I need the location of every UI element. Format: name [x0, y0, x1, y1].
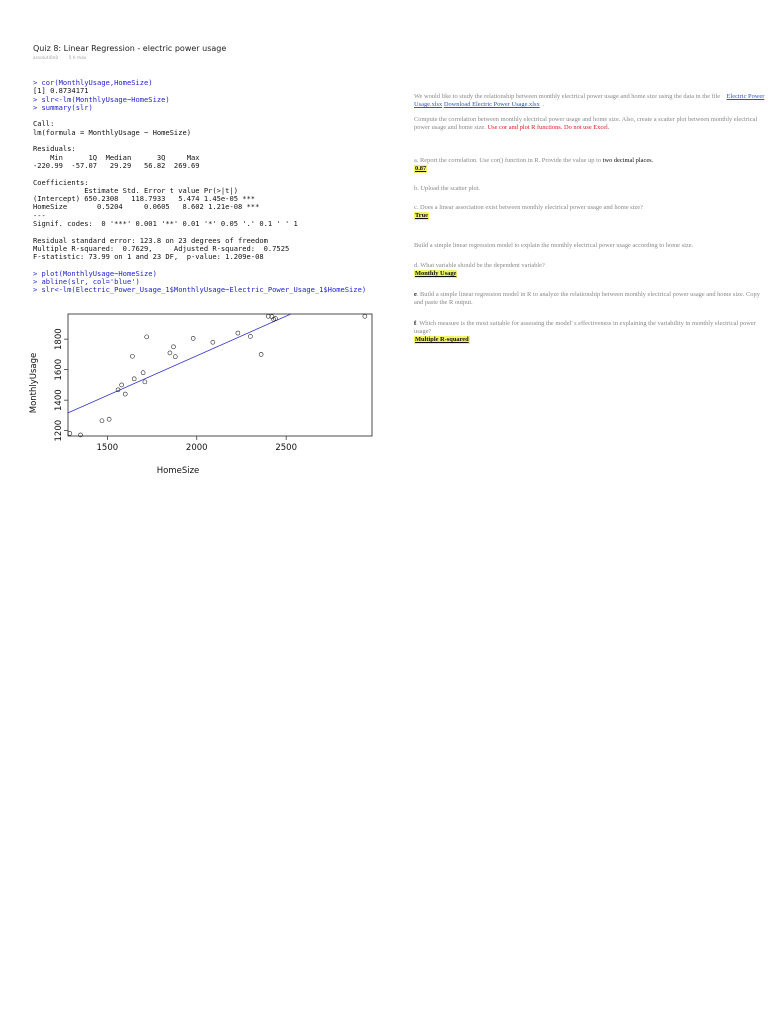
data-point	[120, 383, 124, 387]
console-command-line: > slr<-lm(MonthlyUsage~HomeSize)	[33, 94, 170, 104]
data-point	[211, 340, 215, 344]
console-output-line: [1] 0.8734171	[33, 86, 89, 96]
intro-text: We would like to study the relationship between monthly electrical power usage and home size using the data in the file	[414, 93, 721, 100]
console-output-line: Coefficients:	[33, 177, 89, 187]
console-command-line: > plot(MonthlyUsage~HomeSize)	[33, 268, 157, 278]
question-c	[414, 204, 766, 220]
question-c-text: c. Does a linear association exist between monthly electrical power usage and home size?	[414, 204, 643, 211]
question-a-emphasis: two decimal places.	[602, 157, 654, 164]
data-point	[143, 380, 147, 384]
data-point	[191, 336, 195, 340]
scatter-plot	[26, 310, 376, 480]
console-output-line	[33, 137, 388, 145]
console-output-line: lm(formula = MonthlyUsage ~ HomeSize)	[33, 127, 192, 137]
intro-paragraph	[414, 93, 766, 109]
file-link[interactable]: Electric Power Usage.xlsx	[414, 93, 765, 108]
console-command-line: > abline(slr, col='blue')	[33, 277, 140, 287]
question-f-text: . Which measure is the most suitable for assessing the model' s effectiveness in explaining the variability in monthly electrical power usage?	[414, 320, 756, 335]
data-point	[130, 354, 134, 358]
console-output-line: (Intercept) 650.2308 118.7933 5.474 1.45e-05 ***	[33, 194, 256, 204]
question-a	[414, 157, 766, 173]
question-e-label: e	[414, 291, 417, 298]
console-output-line: Estimate Std. Error t value Pr(>|t|)	[33, 185, 238, 195]
y-tick-label: 1400	[54, 389, 64, 411]
x-axis-label: HomeSize	[156, 466, 200, 476]
console-output-line	[33, 112, 388, 120]
answer-f: Multiple R-squared	[415, 336, 469, 343]
data-point	[132, 377, 136, 381]
data-point	[248, 334, 252, 338]
question-d	[414, 262, 766, 278]
build-instructions	[414, 242, 766, 250]
console-command-line: > summary(slr)	[33, 102, 93, 112]
console-output-line: Signif. codes: 0 '***' 0.001 '**' 0.01 '*' 0.05 '.' 0.1 ' ' 1	[33, 219, 298, 229]
plot-frame	[68, 314, 372, 436]
answer-c: True	[415, 212, 429, 219]
question-e-text: . Build a simple linear regression model in R to analyze the relationship between monthly electrical power usage and home size. Copy and paste the R output.	[414, 291, 760, 306]
data-point	[168, 351, 172, 355]
question-a-text: a. Report the correlation. Use cor() function in R. Provide the value up to	[414, 157, 602, 164]
data-point	[107, 417, 111, 421]
console-output-line: ---	[33, 210, 46, 220]
answer-a: 0.87	[415, 165, 427, 172]
console-output-line: Residuals:	[33, 144, 76, 154]
answer-d: Monthly Usage	[415, 270, 457, 277]
compute-warning: Use cor and plot R functions. Do not use Excel.	[487, 124, 610, 131]
meta-time: 5 h max	[68, 55, 87, 60]
page-meta	[33, 55, 95, 60]
y-tick-label: 1600	[54, 358, 64, 381]
x-tick-label: 1500	[96, 443, 119, 453]
r-console-output	[33, 79, 388, 295]
data-point	[173, 355, 177, 359]
console-command-line: > cor(MonthlyUsage,HomeSize)	[33, 78, 153, 87]
y-axis-label: MonthlyUsage	[29, 352, 39, 414]
data-point	[141, 371, 145, 375]
console-output-line: Multiple R-squared: 0.7629, Adjusted R-squared: 0.7525	[33, 243, 290, 253]
console-output-line: HomeSize 0.5204 0.0605 8.602 1.21e-08 ***	[33, 202, 260, 212]
question-f	[414, 320, 766, 344]
question-b-text: b. Upload the scatter plot.	[414, 185, 481, 192]
question-d-text: d. What variable should be the dependent variable?	[414, 262, 545, 269]
x-tick-label: 2500	[275, 443, 297, 453]
link-tail: .	[542, 101, 545, 108]
y-tick-label: 1200	[54, 419, 64, 442]
x-tick-label: 2000	[185, 443, 208, 453]
console-command-line: > slr<-lm(Electric_Power_Usage_1$MonthlyUsage~Electric_Power_Usage_1$HomeSize)	[33, 285, 367, 295]
console-output-line: Call:	[33, 119, 55, 129]
question-b	[414, 185, 766, 193]
compute-text: Compute the correlation between monthly electrical power usage and home size. Also, create a scatter plot between monthly electrical power usage and home size.	[414, 116, 758, 131]
console-output-line: Min 1Q Median 3Q Max	[33, 152, 200, 162]
data-point	[100, 419, 104, 423]
y-tick-label: 1800	[54, 328, 64, 350]
data-point	[172, 345, 176, 349]
data-point	[363, 314, 367, 318]
page-title: Quiz 8: Linear Regression - electric power usage	[33, 44, 227, 53]
console-output-line: Residual standard error: 123.8 on 23 degrees of freedom	[33, 235, 268, 245]
compute-instructions	[414, 116, 766, 132]
console-output-line: F-statistic: 73.99 on 1 and 23 DF, p-value: 1.209e-08	[33, 252, 264, 262]
data-point	[236, 331, 240, 335]
data-point	[123, 392, 127, 396]
data-point	[259, 352, 263, 356]
console-output-line: -220.99 -57.07 29.29 56.82 269.69	[33, 160, 200, 170]
meta-author: assoluti0n0	[33, 55, 59, 60]
regression-line	[68, 314, 291, 413]
download-link[interactable]: Download Electric Power Usage.xlsx	[443, 101, 540, 108]
question-e	[414, 291, 766, 307]
build-text: Build a simple linear regression model to explain the monthly electrical power usage according to home size.	[414, 242, 694, 249]
data-point	[145, 335, 149, 339]
question-f-label: f	[414, 320, 417, 327]
